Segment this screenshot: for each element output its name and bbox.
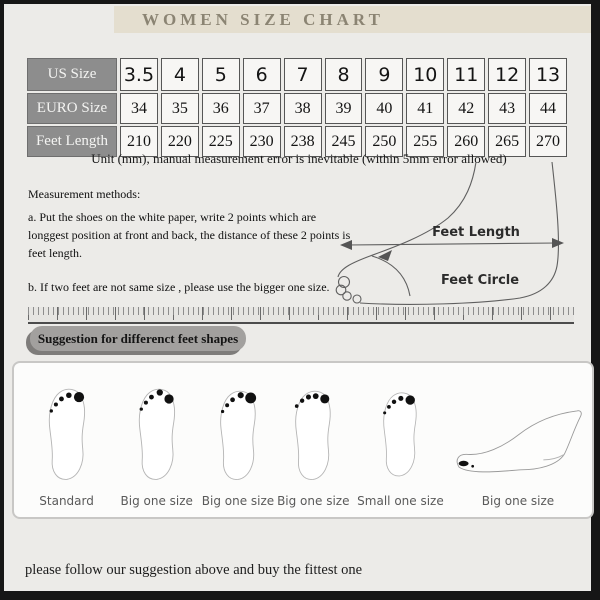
shape-label: Big one size <box>120 494 193 508</box>
shape-label: Standard <box>39 494 94 508</box>
size-table-row <box>27 58 567 91</box>
size-cell: 39 <box>325 93 363 124</box>
size-cell: 36 <box>202 93 240 124</box>
size-cell: 11 <box>447 58 485 91</box>
size-cell: 6 <box>243 58 281 91</box>
title-band <box>114 6 591 33</box>
size-cell: 238 <box>284 126 322 157</box>
footprint-small-icon <box>377 386 423 484</box>
size-cell: 260 <box>447 126 485 157</box>
unit-note: Unit (mm), manual measurement error is inevitable (within 5mm error allowed) <box>91 151 507 166</box>
shape-label: Big one size <box>481 494 555 508</box>
size-table <box>24 56 570 159</box>
size-cell: 38 <box>284 93 322 124</box>
feet-shape-small <box>351 363 450 517</box>
feet-shape-big-3 <box>276 363 351 517</box>
feet-shape-high-instep <box>450 363 586 517</box>
size-cell: 9 <box>365 58 403 91</box>
feet-shape-big-1 <box>113 363 200 517</box>
foot-measure-diagram <box>330 162 590 310</box>
size-cell: 255 <box>406 126 444 157</box>
size-cell: 42 <box>447 93 485 124</box>
foot-ball-line <box>372 256 410 296</box>
size-cell: 8 <box>325 58 363 91</box>
size-cell: 10 <box>406 58 444 91</box>
size-cell: 245 <box>325 126 363 157</box>
footprint-big-icon <box>131 386 183 484</box>
feet-length-label: Feet Length <box>432 225 520 240</box>
size-cell: 230 <box>243 126 281 157</box>
size-cell: 43 <box>488 93 526 124</box>
shape-label: Big one size <box>201 494 275 508</box>
arrowhead-left-icon <box>340 240 352 250</box>
page-title: WOMEN SIZE CHART <box>142 9 384 29</box>
size-cell: 13 <box>529 58 567 91</box>
toe-outline <box>343 292 351 300</box>
size-cell: 7 <box>284 58 322 91</box>
footprint-standard-icon <box>41 386 93 484</box>
size-cell: 37 <box>243 93 281 124</box>
size-cell: 44 <box>529 93 567 124</box>
size-cell: 41 <box>406 93 444 124</box>
footprint-big-icon <box>288 388 338 484</box>
feet-shapes-panel <box>12 361 594 519</box>
footprint-big-icon <box>213 388 263 484</box>
measurement-item-a: a. Put the shoes on the white paper, write 2 points which are longgest position at front and back, the distance of these 2 points is feet length. <box>28 210 351 260</box>
size-cell: 225 <box>202 126 240 157</box>
size-row-header: Feet Length <box>27 126 117 157</box>
shape-label: Big one size <box>277 494 350 508</box>
footer-note: please follow our suggestion above and buy the fittest one <box>25 562 363 578</box>
size-cell: 250 <box>365 126 403 157</box>
shape-label: Small one size <box>357 494 444 508</box>
size-cell: 220 <box>161 126 199 157</box>
measurement-heading: Measurement methods: <box>28 187 141 201</box>
size-row-header: EURO Size <box>27 93 117 124</box>
size-cell: 270 <box>529 126 567 157</box>
suggestion-banner: Suggestion for differenct feet shapes <box>30 326 246 351</box>
feet-shape-standard <box>20 363 113 517</box>
feet-length-arrow-line <box>346 243 558 245</box>
size-table-wrap <box>24 56 570 159</box>
size-cell: 40 <box>365 93 403 124</box>
size-table-row <box>27 93 567 124</box>
size-cell: 4 <box>161 58 199 91</box>
measurement-item-b: b. If two feet are not same size , please use the bigger one size. <box>28 280 330 294</box>
side-foot-icon <box>450 404 586 484</box>
size-cell: 265 <box>488 126 526 157</box>
toe-outline <box>353 295 361 303</box>
size-cell: 35 <box>161 93 199 124</box>
size-cell: 5 <box>202 58 240 91</box>
content-area <box>4 4 591 591</box>
size-cell: 210 <box>120 126 158 157</box>
size-cell: 3.5 <box>120 58 158 91</box>
size-cell: 34 <box>120 93 158 124</box>
feet-circle-label: Feet Circle <box>440 273 520 288</box>
size-cell: 12 <box>488 58 526 91</box>
foot-instep-line <box>338 162 476 277</box>
measurement-methods <box>28 185 358 296</box>
size-row-header: US Size <box>27 58 117 91</box>
feet-shape-big-2 <box>200 363 275 517</box>
size-table-body <box>27 58 567 157</box>
ruler-graphic <box>28 307 574 324</box>
